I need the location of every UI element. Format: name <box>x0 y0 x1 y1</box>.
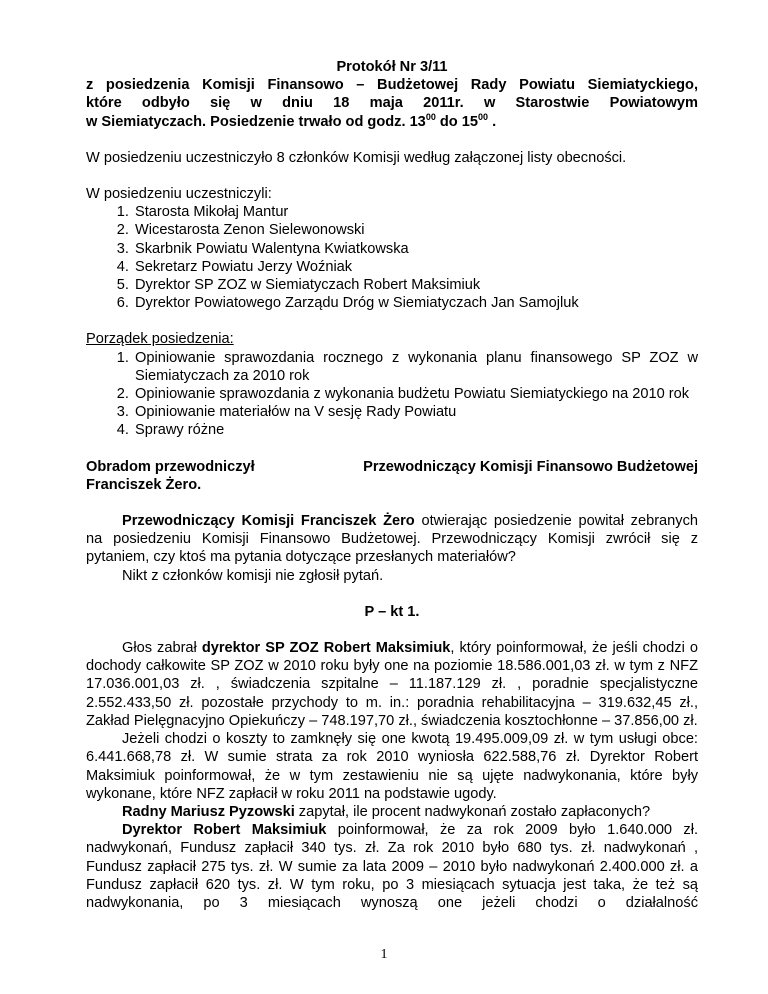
agenda-item: 3. Opiniowanie materiałów na V sesję Rady Powiatu <box>133 403 698 421</box>
participant-item: 4. Sekretarz Powiatu Jerzy Woźniak <box>133 258 698 276</box>
no-questions-text: Nikt z członków komisji nie zgłosił pytań. <box>122 567 384 584</box>
section-title: P – kt 1. <box>364 603 420 620</box>
paragraph-4-bold: Dyrektor Robert Maksimiuk <box>122 822 327 839</box>
participant-item: 2. Wicestarosta Zenon Sielewonowski <box>133 221 698 239</box>
document-title: Protokół Nr 3/11 <box>336 59 448 75</box>
header-line-3-text: w Siemiatyczach. Posiedzenie trwało od godz. 13 <box>86 113 426 130</box>
participant-item: 5. Dyrektor SP ZOZ w Siemiatyczach Robert Maksimiuk <box>133 276 698 294</box>
paragraph-1-bold: dyrektor SP ZOZ Robert Maksimiuk <box>201 640 451 657</box>
header-line-3-end: . <box>488 113 497 130</box>
paragraph-4 <box>86 821 698 912</box>
header-line-2 <box>86 94 698 112</box>
agenda-list <box>86 349 698 440</box>
agenda-item: 1. Opiniowanie sprawozdania rocznego z wykonania planu finansowego SP ZOZ w Siemiatyczach za 2010 rok <box>133 349 698 385</box>
paragraph-1-pre: Głos zabrał <box>122 640 202 657</box>
participant-item: 6. Dyrektor Powiatowego Zarządu Dróg w Siemiatyczach Jan Samojluk <box>133 294 698 312</box>
header-line-3 <box>86 113 698 131</box>
document-header <box>86 76 698 131</box>
end-time-minutes: 00 <box>478 111 489 122</box>
opening-paragraph <box>86 512 698 567</box>
agenda-item: 2. Opiniowanie sprawozdania z wykonania budżetu Powiatu Siemiatyckiego na 2010 rok <box>133 385 698 403</box>
attendance-text: W posiedzeniu uczestniczyło 8 członków Komisji według załączonej listy obecności. <box>86 149 627 166</box>
header-line-1: z posiedzenia Komisji Finansowo – Budżetowej Rady Powiatu Siemiatyckiego, <box>86 77 698 94</box>
opening-text: otwierając posiedzenie powitał zebranych na posiedzeniu Komisji Finansowo Budżetowej. Przewodniczący Komisji zwrócił się z pytaniem, czy ktoś ma pytania dotyczące przesłanych materiałów? <box>86 513 698 566</box>
agenda-item: 4. Sprawy różne <box>133 421 698 439</box>
chair-block <box>86 458 698 494</box>
participants-list <box>86 203 698 312</box>
header-line-2-text: które odbyło się w dniu 18 maja 2011r. w Starostwie Powiatowym <box>86 95 698 112</box>
participants-heading: W posiedzeniu uczestniczyli: <box>86 186 272 203</box>
page-number: 1 <box>380 947 388 962</box>
participant-item: 1. Starosta Mikołaj Mantur <box>133 203 698 221</box>
paragraph-3 <box>86 803 698 821</box>
chair-line <box>86 458 698 476</box>
agenda-heading: Porządek posiedzenia: <box>86 331 234 348</box>
document-page <box>86 58 698 912</box>
paragraph-3-bold: Radny Mariusz Pyzowski <box>122 803 295 820</box>
start-time-minutes: 00 <box>425 111 436 122</box>
opening-bold: Przewodniczący Komisji Franciszek Żero <box>122 513 415 530</box>
chair-right: Przewodniczący Komisji Finansowo Budżetowej <box>363 458 698 475</box>
paragraph-4-text: poinformował, że za rok 2009 było 1.640.000 zł. nadwykonań, Fundusz zapłacił 340 tys. zł. Za rok 2010 było 680 tys. zł. nadwykonań , Fundusz zapłacił 275 tys. zł. W sumie za lata 2009 – 2010 było nadwykonań 2.400.000 zł. a Fundusz zapłacił 620 tys. zł. W tym roku, po 3 miesiącach sytuacja jest taka, że też są nadwykonania, po 3 miesiącach wynoszą one jeżeli chodzi o działalność <box>86 822 699 911</box>
paragraph-3-text: zapytał, ile procent nadwykonań zostało zapłaconych? <box>294 803 651 820</box>
chair-left: Obradom przewodniczył <box>86 458 255 475</box>
chair-name: Franciszek Żero. <box>86 476 202 493</box>
paragraph-1-text: , który poinformował, że jeśli chodzi o dochody całkowite SP ZOZ w 2010 roku były one na poziomie 18.586.001,03 zł. w tym z NFZ 17.036.001,03 zł. , świadczenia szpitalne – 11.187.129 zł. , poradnie specjalistyczne 2.552.433,50 zł. pozostałe przychody to m. in.: poradnia rehabilitacyjna – 319.632,45 zł., Zakład Pielęgnacyjno Opiekuńczy – 748.197,70 zł., świadczenia kosztochłonne – 37.856,00 zł. <box>86 640 698 729</box>
end-time-text: do 15 <box>435 113 478 130</box>
paragraph-1 <box>86 639 698 730</box>
paragraph-2: Jeżeli chodzi o koszty to zamknęły się one kwotą 19.495.009,09 zł. w tym usługi obce: 6.441.668,78 zł. W sumie strata za rok 2010 wyniosła 622.588,76 zł. Dyrektor Robert Maksimiuk poinformował, że w tym zestawieniu nie są ujęte nadwykonania, które były wykonane, które NFZ zapłacił w roku 2011 na podstawie ugody. <box>86 731 698 802</box>
participant-item: 3. Skarbnik Powiatu Walentyna Kwiatkowska <box>133 240 698 258</box>
